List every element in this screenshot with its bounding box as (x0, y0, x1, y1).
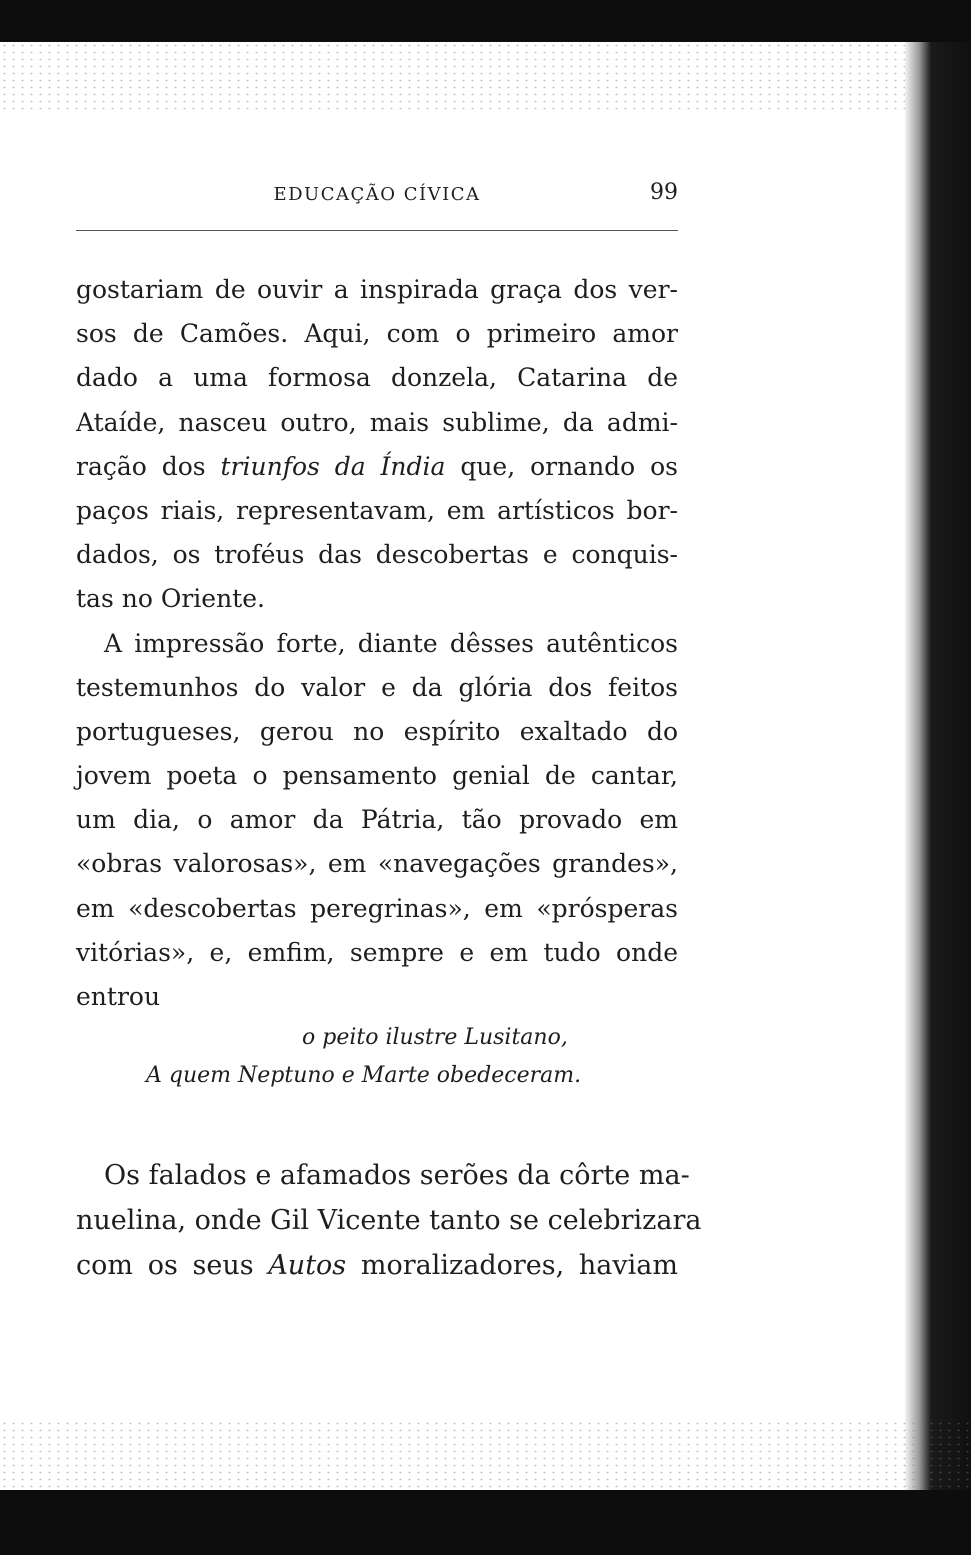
text-line: jovem poeta o pensamento genial de cantar, (76, 761, 678, 791)
running-head (76, 180, 678, 216)
body-text (76, 268, 702, 1288)
text-line: «obras valorosas», em «navegações grandes», (76, 849, 678, 879)
text-run: com os seus (76, 1250, 269, 1282)
text-line: dados, os troféus das descobertas e conquis- (76, 540, 678, 570)
text-line: em «descobertas peregrinas», em «prósperas (76, 893, 678, 923)
page-number: 99 (650, 180, 678, 205)
text-line (76, 445, 678, 489)
text-run: que, ornando os (445, 451, 679, 481)
scan-border-right (905, 42, 971, 1490)
text-line: gostariam de ouvir a inspirada graça dos ver- (76, 275, 678, 304)
header-rule (76, 230, 678, 231)
text-run: ração dos (76, 451, 221, 481)
text-line: um dia, o amor da Pátria, tão provado em (76, 805, 678, 835)
text-line: testemunhos do valor e da glória dos feitos (76, 672, 678, 702)
text-line: Ataíde, nasceu outro, mais sublime, da admi- (76, 407, 678, 437)
text-line (76, 1243, 678, 1288)
text-run: moralizadores, haviam (346, 1250, 678, 1282)
verse-line: A quem Neptuno e Marte obedeceram. (146, 1063, 582, 1089)
text-line: Os falados e afamados serões da côrte ma- (104, 1160, 690, 1192)
section-gap (76, 1095, 678, 1153)
text-line: nuelina, onde Gil Vicente tanto se celebrizara (76, 1205, 702, 1237)
italic-title-triunfos: triunfos da Índia (220, 451, 446, 481)
text-line: dado a uma formosa donzela, Catarina de (76, 363, 678, 393)
text-line: entrou (76, 982, 161, 1011)
text-line: A impressão forte, diante dêsses autênticos (104, 628, 678, 658)
text-line: sos de Camões. Aqui, com o primeiro amor (76, 319, 678, 349)
scan-border-bottom (0, 1490, 971, 1555)
text-line: tas no Oriente. (76, 584, 265, 614)
text-line: portugueses, gerou no espírito exaltado do (76, 716, 678, 746)
verse-line: o peito ilustre Lusitano, (302, 1025, 568, 1051)
italic-title-autos: Autos (268, 1250, 347, 1282)
text-line: vitórias», e, emfim, sempre e em tudo onde (76, 937, 678, 967)
text-line: paços riais, representavam, em artísticos bor- (76, 495, 678, 525)
running-title: EDUCAÇÃO CÍVICA (273, 184, 481, 205)
